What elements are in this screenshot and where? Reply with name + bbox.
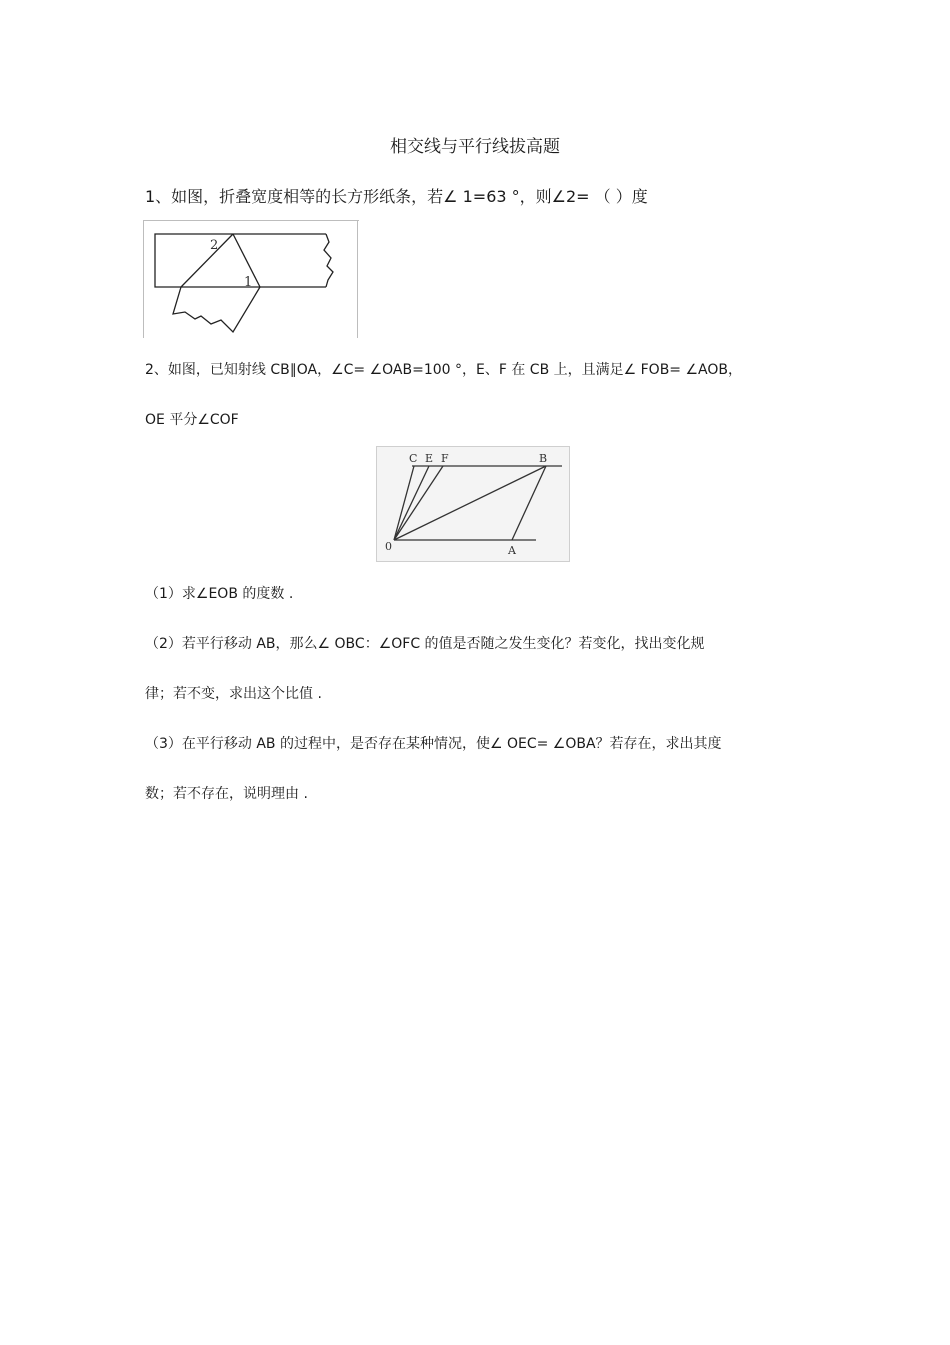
page-title: 相交线与平行线拔高题: [390, 137, 560, 157]
question-2-part-2-line1: （2）若平行移动 AB，那么∠ OBC：∠OFC 的值是否随之发生变化？若变化，找出变化规: [145, 636, 705, 652]
point-C-label: C: [409, 452, 418, 465]
angle-2-label: 2: [210, 238, 219, 253]
point-E-label: E: [425, 452, 434, 465]
figure-folded-strip: [143, 220, 359, 338]
question-2-part-1: （1）求∠EOB 的度数 .: [145, 586, 294, 602]
folded-flap: [173, 287, 260, 332]
strip-rectangle: [155, 234, 326, 287]
question-2-text-line2: OE 平分∠COF: [145, 412, 239, 428]
question-2-part-3-line2: 数；若不存在，说明理由 .: [145, 786, 308, 802]
question-1-text: 1、如图，折叠宽度相等的长方形纸条，若∠ 1=63 °，则∠2= （ ）度: [145, 187, 648, 206]
point-F-label: F: [441, 452, 449, 465]
parallel-rays-diagram: [376, 446, 570, 562]
folded-edge-line: [181, 234, 233, 287]
point-O-label: 0: [385, 540, 392, 553]
point-A-label: A: [508, 544, 516, 557]
question-2-text-line1: 2、如图，已知射线 CB∥OA，∠C= ∠OAB=100 °，E、F 在 CB 上，且满足∠ FOB= ∠AOB，: [145, 362, 742, 378]
strip-torn-edge: [324, 234, 333, 287]
question-2-part-3-line1: （3）在平行移动 AB 的过程中，是否存在某种情况，使∠ OEC= ∠OBA？若存在，求出其度: [145, 736, 722, 752]
point-B-label: B: [539, 452, 548, 465]
folded-strip-diagram: [143, 220, 359, 338]
angle-1-label: 1: [244, 275, 253, 290]
figure-parallel-rays: [376, 446, 570, 562]
question-2-part-2-line2: 律；若不变，求出这个比值 .: [145, 686, 322, 702]
